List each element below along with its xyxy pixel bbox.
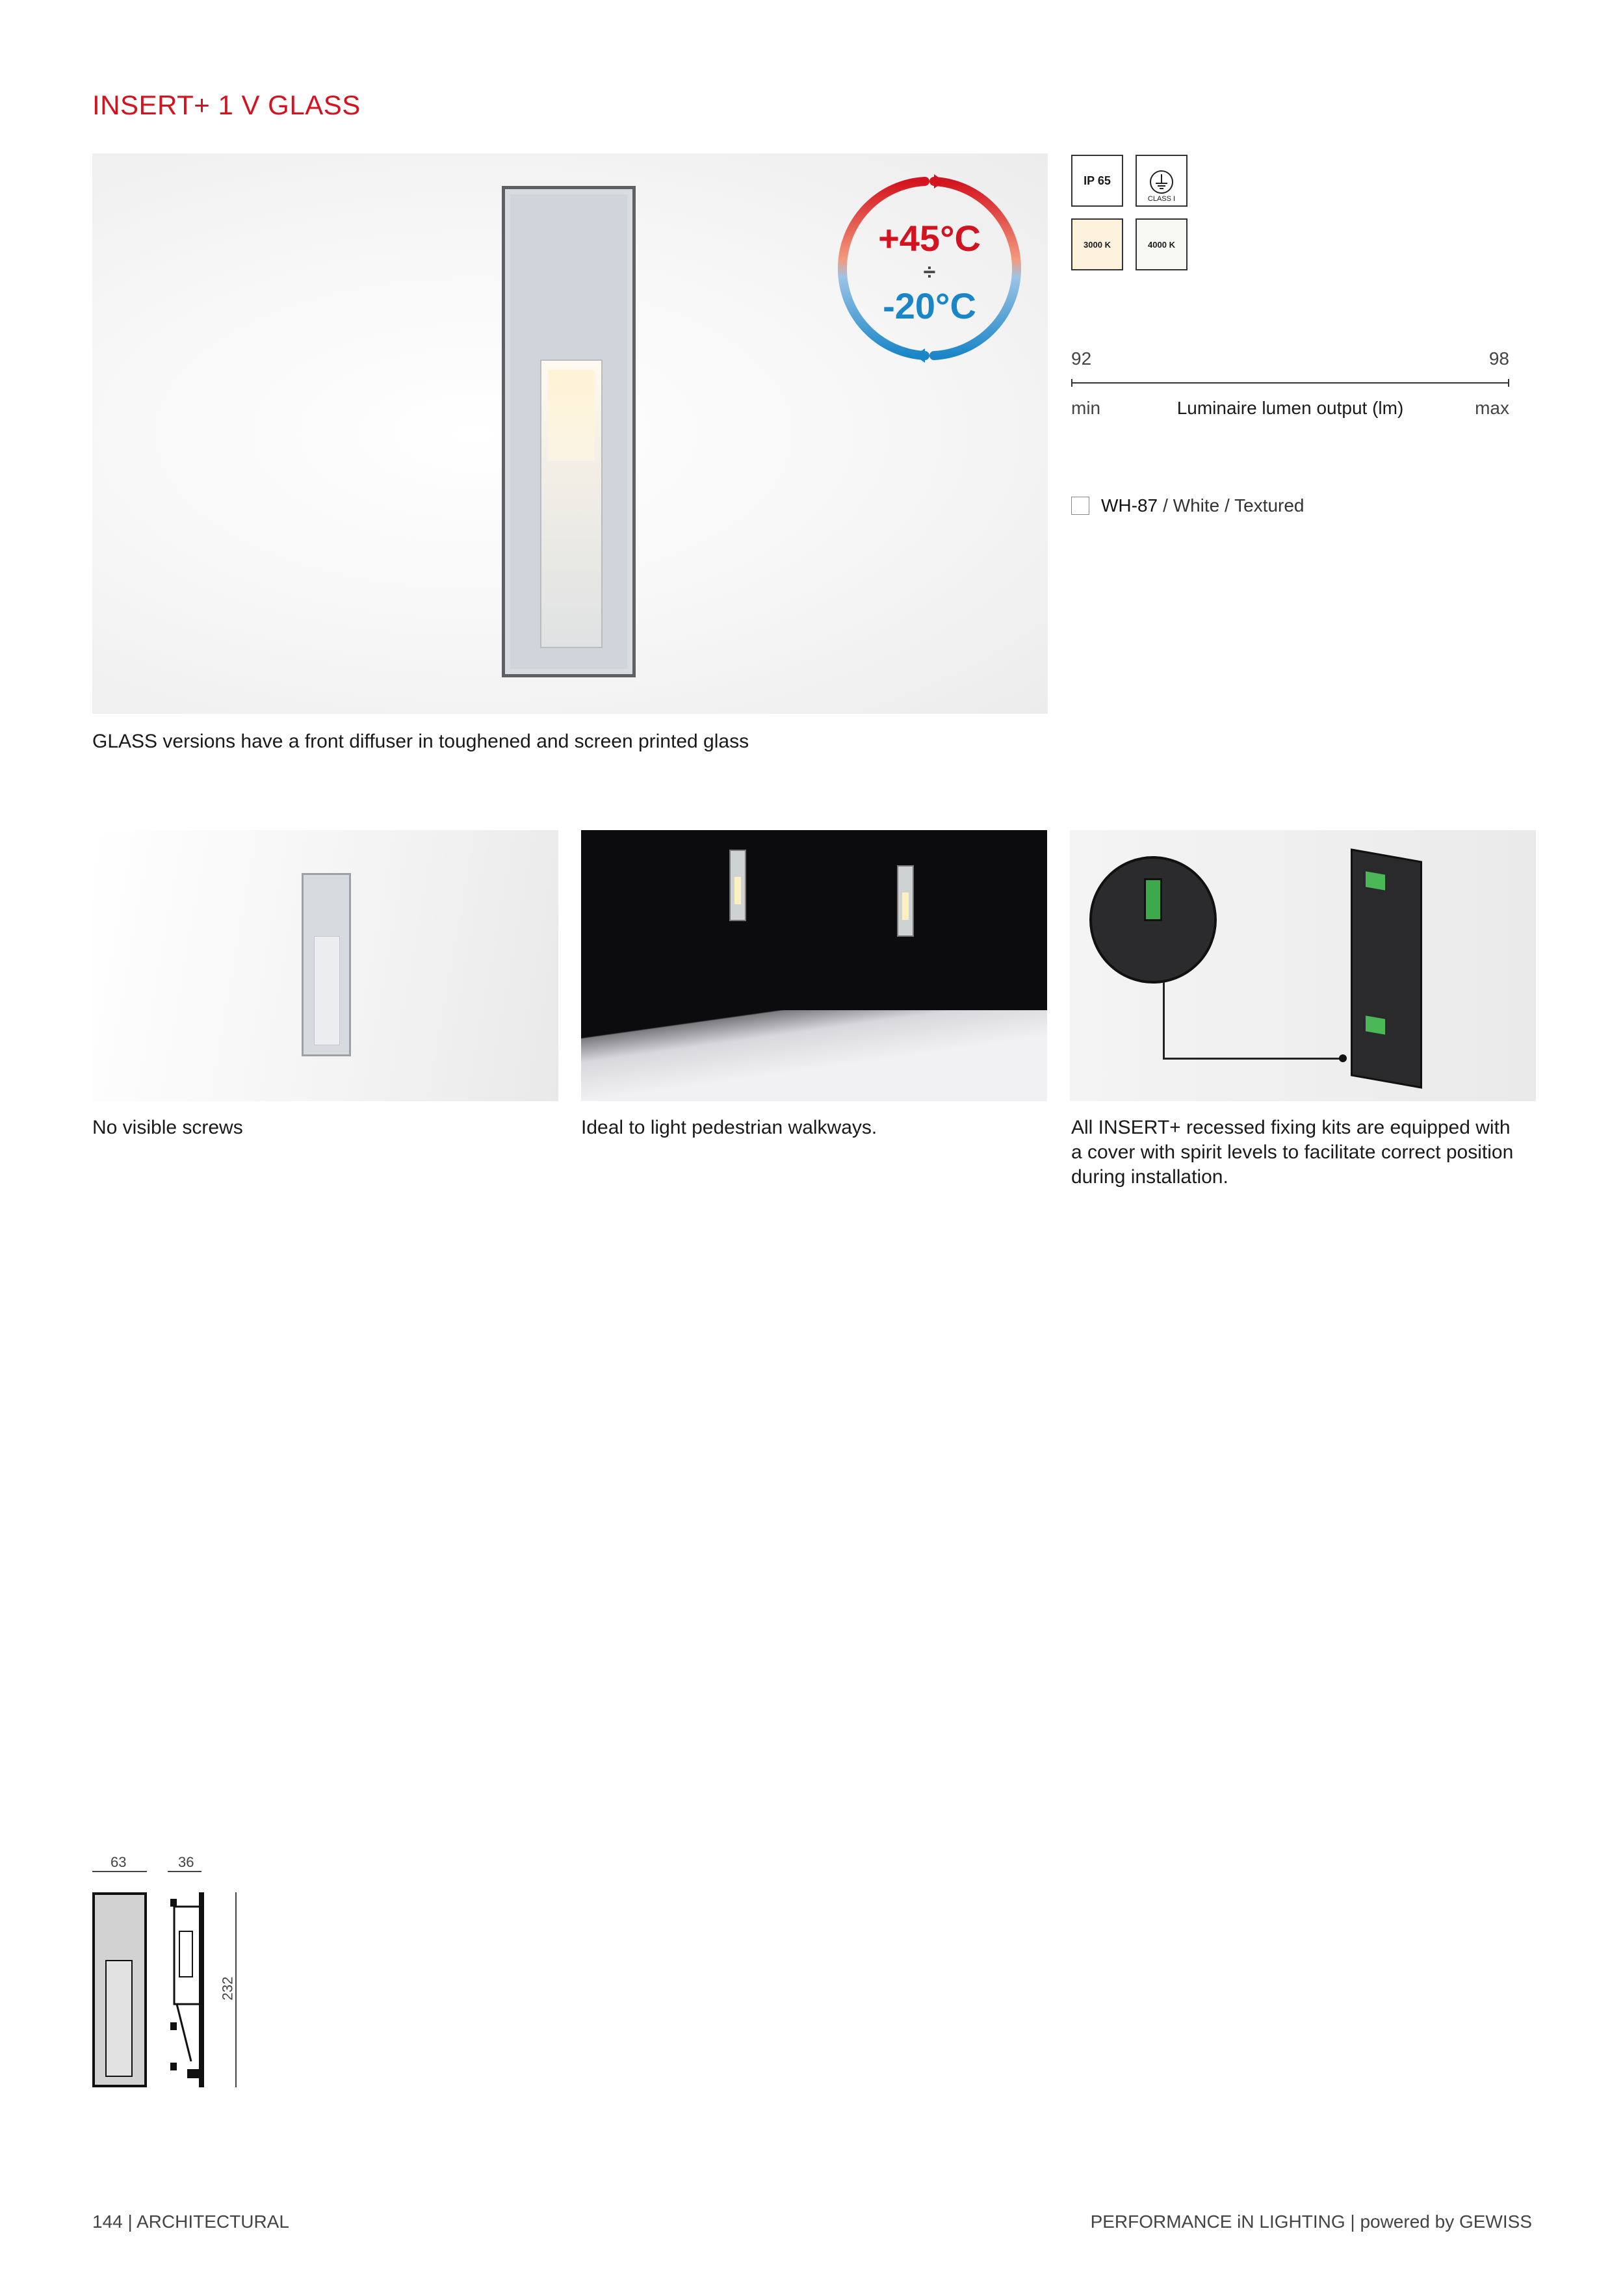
class-i-icon [1136,155,1188,207]
lumen-max-label: max [1475,398,1509,418]
walkway-image [581,830,1047,1101]
side-view-drawing [168,1892,208,2087]
dim-width: 63 [110,1854,127,1870]
cct-3000-icon [1071,218,1123,270]
lumen-range-line [1071,382,1509,384]
ip-rating-icon [1071,155,1123,207]
thumb3-caption: All INSERT+ recessed fixing kits are equipped with a cover with spirit levels to facilitate correct position during installation. [1071,1117,1514,1188]
cct-4000-label: 4000 K [1148,239,1175,250]
front-view-drawing [92,1892,147,2087]
dim-height: 232 [219,1976,236,2001]
footer-page-section: 144 | ARCHITECTURAL [92,2211,289,2232]
thumb1-caption: No visible screws [92,1117,243,1138]
fixing-kit-image [1070,830,1536,1101]
cct-4000-icon [1136,218,1188,270]
ip-rating-label: IP 65 [1084,174,1111,187]
earth-ground-icon [1149,169,1175,195]
finish-description: / White / Textured [1163,495,1305,515]
white-swatch [1071,497,1089,515]
lumen-min-label: min [1071,398,1101,418]
footer-brand: PERFORMANCE iN LIGHTING | powered by GEWISS [1090,2211,1532,2232]
lumen-output-label: Luminaire lumen output (lm) [1176,398,1404,418]
temperature-range-badge [834,173,1025,364]
cct-3000-label: 3000 K [1084,239,1111,250]
class-label: CLASS I [1147,195,1176,203]
luminaire-fixture [502,186,636,677]
finish-code: WH-87 [1101,495,1158,515]
temp-min: -20°C [883,285,976,326]
hero-caption: GLASS versions have a front diffuser in toughened and screen printed glass [92,731,749,752]
page-title: INSERT+ 1 V GLASS [92,90,361,120]
lumen-min-value: 92 [1071,348,1092,369]
dim-depth: 36 [178,1854,194,1870]
no-screws-image [92,830,558,1101]
temp-max: +45°C [878,218,981,259]
thumb2-caption: Ideal to light pedestrian walkways. [581,1117,877,1138]
lumen-max-value: 98 [1488,348,1509,369]
finish-option [1071,495,1304,516]
temp-separator: ÷ [923,260,936,285]
